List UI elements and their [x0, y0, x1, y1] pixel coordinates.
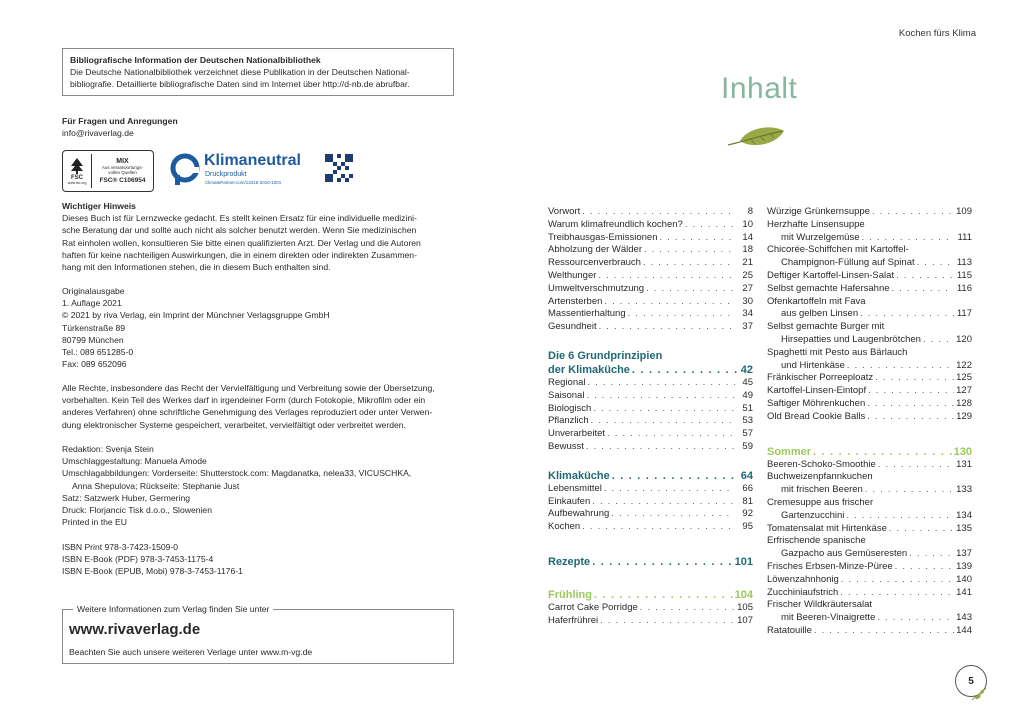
toc-entry-title: aus gelben Linsen: [781, 308, 859, 320]
toc-entry-page: 137: [956, 548, 972, 560]
toc-entry[interactable]: [548, 321, 753, 334]
toc-entry-page: 105: [737, 601, 753, 613]
dot-leader: [846, 510, 954, 523]
toc-section-title[interactable]: [548, 363, 753, 377]
toc-entry[interactable]: [548, 415, 753, 428]
toc-entry[interactable]: [767, 459, 972, 472]
dot-leader: [600, 615, 735, 628]
toc-entry[interactable]: [767, 244, 972, 257]
toc-entry-page: 115: [956, 269, 972, 281]
toc-section-title[interactable]: [548, 588, 753, 602]
hinweis-line: haften für keine nachteiligen Auswirkungen, die in einem direkten oder indirekten Zusammen-: [62, 249, 417, 260]
dot-leader: [646, 283, 735, 296]
toc-entry[interactable]: [548, 270, 753, 283]
dot-leader: [582, 521, 735, 534]
toc-entry-page: 34: [742, 308, 753, 320]
toc-entry[interactable]: [767, 347, 972, 360]
toc-entry[interactable]: [548, 508, 753, 521]
toc-entry[interactable]: [767, 334, 972, 347]
toc-entry[interactable]: [767, 599, 972, 612]
section-page: 104: [734, 588, 753, 601]
toc-entry[interactable]: [767, 270, 972, 283]
imprint-block: [62, 285, 457, 370]
toc-entry[interactable]: [548, 257, 753, 270]
toc-entry-page: 37: [742, 321, 753, 333]
toc-entry-title: Zucchiniaufstrich: [767, 586, 839, 598]
imprint-line: 80799 München: [62, 334, 124, 345]
toc-entry-page: 144: [956, 624, 972, 636]
toc-fruehling: [548, 602, 753, 628]
dot-leader: [644, 244, 735, 257]
imprint-line: Originalausgabe: [62, 286, 125, 296]
verlag-url[interactable]: www.rivaverlag.de: [69, 621, 201, 638]
toc-entry-title: Saftiger Möhrenkuchen: [767, 397, 866, 409]
toc-entry[interactable]: [548, 615, 753, 628]
klima-url: ClimatePartner.com/13415-2010-1001: [205, 180, 282, 185]
isbn-line: ISBN E-Book (PDF) 978-3-7453-1175-4: [62, 554, 214, 565]
toc-entry-title: Old Bread Cookie Balls: [767, 410, 866, 422]
fsc-sub: vollen Quellen: [108, 170, 137, 175]
toc-entry-page: 111: [957, 231, 972, 243]
toc-entry-title: Aufbewahrung: [548, 508, 610, 520]
toc-entry[interactable]: [548, 232, 753, 245]
dot-leader: [867, 398, 954, 411]
toc-entry[interactable]: [548, 390, 753, 403]
dot-leader: [611, 508, 735, 521]
toc-entry-title: Gazpacho aus Gemüseresten: [781, 548, 908, 560]
toc-entry-page: 27: [742, 282, 753, 294]
toc-entry-title: Vorwort: [548, 206, 581, 217]
toc-entry-title: Frischer Wildkräutersalat: [767, 599, 873, 611]
klimaneutral-logo: [170, 150, 320, 190]
contact-email[interactable]: info@rivaverlag.de: [62, 128, 134, 139]
imprint-line: © 2021 by riva Verlag, ein Imprint der Münchner Verlagsgruppe GmbH: [62, 310, 330, 321]
toc-entry-title: Selbst gemachte Burger mit: [767, 321, 885, 333]
section-label: Frühling: [548, 588, 592, 601]
toc-entry-title: und Hirtenkäse: [781, 359, 845, 371]
toc-entry[interactable]: [548, 219, 753, 232]
toc-entry[interactable]: [767, 398, 972, 411]
dot-leader: [877, 612, 954, 625]
toc-entry-page: 21: [742, 257, 753, 269]
dot-leader: [598, 270, 735, 283]
biblio-title: Bibliografische Information der Deutschen Nationalbibliothek: [70, 55, 321, 65]
dot-leader: [612, 469, 739, 483]
dot-leader: [875, 372, 954, 385]
dot-leader: [868, 385, 954, 398]
toc-entry-title: Champignon-Füllung auf Spinat: [781, 257, 915, 269]
dot-leader: [640, 602, 735, 615]
toc-entry-title: Kartoffel-Linsen-Eintopf: [767, 385, 867, 397]
toc-kueche: [548, 483, 753, 534]
dot-leader: [586, 441, 735, 454]
page-number: 5: [955, 665, 987, 697]
toc-entry-page: 113: [956, 257, 972, 269]
hinweis-line: Dieses Buch ist für Lernzwecke gedacht. Es stellt keinen Ersatz für eine individuelle medizini-: [62, 213, 417, 224]
toc-entry-title: Welthunger: [548, 269, 597, 281]
toc-entry[interactable]: [548, 496, 753, 509]
running-header: Kochen fürs Klima: [898, 28, 976, 39]
toc-entry[interactable]: [767, 308, 972, 321]
toc-entry-page: 140: [956, 573, 972, 585]
toc-entry-page: 49: [742, 389, 753, 401]
hinweis-title: Wichtiger Hinweis: [62, 201, 136, 211]
toc-entry[interactable]: [548, 521, 753, 534]
toc-entry[interactable]: [767, 612, 972, 625]
toc-entry-page: 122: [956, 359, 972, 371]
toc-entry-title: Selbst gemachte Hafersahne: [767, 282, 890, 294]
dot-leader: [592, 496, 735, 509]
dot-leader: [685, 219, 735, 232]
dot-leader: [862, 232, 955, 245]
toc-entry[interactable]: [767, 296, 972, 309]
toc-entry-title: Lebensmittel: [548, 482, 602, 494]
toc-entry-page: 125: [956, 372, 972, 384]
toc-entry-page: 117: [956, 308, 972, 320]
toc-entry-title: Carrot Cake Porridge: [548, 601, 638, 613]
toc-entry-page: 139: [956, 560, 972, 572]
toc-entry-title: Frisches Erbsen-Minze-Püree: [767, 560, 893, 572]
dot-leader: [592, 555, 732, 569]
toc-entry-page: 134: [956, 509, 972, 521]
section-page: 130: [953, 445, 972, 458]
toc-entry-title: Pflanzlich: [548, 415, 589, 427]
toc-grund: [548, 377, 753, 454]
toc-entry-title: Haferfrührei: [548, 614, 599, 626]
credits-line: Druck: Florjancic Tisk d.o.o., Slowenien: [62, 505, 212, 516]
hinweis-line: sche Beratung dar und sollte auch nicht als solcher benutzt werden. Wenn Sie medizinischen: [62, 225, 417, 236]
biblio-line: bibliografie. Detaillierte bibliografische Daten sind im Internet über http://d-nb.de abrufbar.: [70, 79, 410, 90]
toc-section-title[interactable]: [548, 349, 753, 363]
rights-line: vorbehalten. Kein Teil des Werkes darf in irgendeiner Form (durch Fotokopie, Mikrofilm oder ein: [62, 395, 426, 406]
toc-fruehling-cont: [767, 206, 972, 424]
toc-entry-page: 128: [956, 397, 972, 409]
toc-entry-title: Buchweizenpfannkuchen: [767, 471, 873, 483]
fsc-mix: MIX: [116, 158, 129, 165]
toc-entry-title: Umweltverschmutzung: [548, 282, 645, 294]
toc-entry-page: 66: [742, 482, 753, 494]
dot-leader: [896, 270, 954, 283]
fsc-sub: Aus verantwortungs-: [101, 165, 144, 170]
toc-entry[interactable]: [767, 257, 972, 270]
contact-title: Für Fragen und Anregungen: [62, 116, 178, 126]
toc-entry-page: 10: [742, 218, 753, 230]
dot-leader: [586, 390, 735, 403]
fsc-logo: [62, 150, 154, 192]
toc-entry[interactable]: [767, 321, 972, 334]
toc-column-2: [767, 206, 972, 638]
toc-entry[interactable]: [767, 385, 972, 398]
dot-leader: [889, 523, 954, 536]
toc-entry-page: 109: [956, 206, 972, 217]
toc-entry-page: 116: [956, 282, 972, 294]
toc-intro: [548, 206, 753, 334]
dot-leader: [593, 403, 735, 416]
toc-section-title[interactable]: [767, 445, 972, 459]
dot-leader: [847, 360, 954, 373]
dot-leader: [867, 411, 954, 424]
dot-leader: [878, 459, 954, 472]
toc-entry-page: 53: [742, 415, 753, 427]
toc-entry[interactable]: [548, 283, 753, 296]
dot-leader: [860, 308, 954, 321]
toc-entry[interactable]: [548, 377, 753, 390]
toc-entry[interactable]: [548, 308, 753, 321]
section-label: Rezepte: [548, 555, 591, 568]
toc-entry-title: Regional: [548, 376, 586, 388]
toc-entry[interactable]: [767, 510, 972, 523]
toc-entry[interactable]: [767, 360, 972, 373]
toc-entry[interactable]: [548, 602, 753, 615]
toc-column-1: [548, 206, 753, 628]
toc-entry-page: 45: [742, 376, 753, 388]
toc-entry-title: Warum klimafreundlich kochen?: [548, 218, 683, 230]
toc-entry-page: 127: [956, 385, 972, 397]
toc-entry-page: 25: [742, 269, 753, 281]
toc-entry-page: 107: [737, 614, 753, 626]
toc-entry-page: 95: [742, 521, 753, 533]
isbn-line: ISBN Print 978-3-7423-1509-0: [62, 542, 179, 552]
toc-entry[interactable]: [767, 535, 972, 548]
section-label: Sommer: [767, 445, 812, 458]
toc-entry-title: Ressourcenverbrauch: [548, 257, 641, 269]
toc-entry-title: Bewusst: [548, 440, 584, 452]
imprint-line: 1. Auflage 2021: [62, 298, 122, 309]
toc-entry[interactable]: [767, 471, 972, 484]
klima-sub: Druckprodukt: [205, 171, 247, 178]
toc-entry-page: 129: [956, 410, 972, 422]
toc-entry-title: Unverarbeitet: [548, 428, 606, 440]
toc-entry-title: Gesundheit: [548, 321, 597, 333]
toc-entry[interactable]: [767, 372, 972, 385]
isbn-line: ISBN E-Book (EPUB, Mobi) 978-3-7453-1176-1: [62, 566, 243, 577]
toc-entry-page: 59: [742, 440, 753, 452]
toc-entry[interactable]: [548, 244, 753, 257]
biblio-box: [62, 48, 454, 96]
toc-entry-title: Tomatensalat mit Hirtenkäse: [767, 522, 887, 534]
toc-entry[interactable]: [767, 206, 972, 219]
toc-entry[interactable]: [767, 283, 972, 296]
verlag-legend: Weitere Informationen zum Verlag finden Sie unter: [73, 603, 273, 615]
toc-entry-title: Beeren-Schoko-Smoothie: [767, 458, 876, 470]
section-page: 101: [734, 555, 753, 568]
dot-leader: [872, 206, 954, 219]
section-page: 42: [740, 363, 753, 376]
toc-entry-title: Löwenzahnhonig: [767, 573, 839, 585]
hinweis-block: [62, 200, 457, 273]
toc-entry-title: Cremesuppe aus frischer: [767, 496, 874, 508]
toc-entry-title: Erfrischende spanische: [767, 535, 866, 547]
toc-entry-page: 14: [742, 231, 753, 243]
toc-entry-page: 81: [742, 495, 753, 507]
toc-entry-page: 141: [956, 586, 972, 598]
qr-code-icon: [325, 154, 353, 182]
toc-entry[interactable]: [548, 206, 753, 219]
toc-entry[interactable]: [548, 483, 753, 496]
sprig-icon: [970, 686, 988, 702]
toc-entry-title: Spaghetti mit Pesto aus Bärlauch: [767, 346, 908, 358]
toc-entry[interactable]: [767, 574, 972, 587]
toc-entry-title: Chicorée-Schiffchen mit Kartoffel-: [767, 244, 909, 256]
dot-leader: [588, 377, 736, 390]
contact-block: [62, 115, 178, 139]
toc-entry-title: Artensterben: [548, 295, 603, 307]
toc-entry-page: 120: [956, 333, 972, 345]
toc-entry[interactable]: [548, 296, 753, 309]
toc-entry-title: Fränkischer Porreeploatz: [767, 372, 874, 384]
rights-line: dung elektronischer Systeme gespeichert, verarbeitet, vervielfältigt oder verbreitet werden.: [62, 419, 406, 430]
dot-leader: [814, 625, 954, 638]
dot-leader: [813, 445, 952, 459]
imprint-line: Türkenstraße 89: [62, 322, 126, 333]
toc-entry-title: Massentierhaltung: [548, 308, 626, 320]
dot-leader: [892, 283, 954, 296]
toc-entry-title: Einkaufen: [548, 495, 591, 507]
hinweis-line: Rat einholen wollen, konsultieren Sie bitte einen qualifizierten Arzt. Der Verlag und die Autoren: [62, 237, 421, 248]
toc-entry[interactable]: [767, 411, 972, 424]
imprint-line: Fax: 089 652096: [62, 359, 127, 370]
toc-entry[interactable]: [548, 403, 753, 416]
toc-entry-page: 133: [956, 484, 972, 496]
dot-leader: [923, 334, 954, 347]
toc-entry[interactable]: [767, 625, 972, 638]
credits-line: Printed in the EU: [62, 517, 127, 528]
dot-leader: [632, 363, 739, 377]
isbn-block: [62, 541, 462, 578]
toc-entry[interactable]: [548, 428, 753, 441]
dot-leader: [895, 561, 954, 574]
toc-entry[interactable]: [548, 441, 753, 454]
toc-entry-page: 92: [742, 508, 753, 520]
credits-line: Umschlagabbildungen: Vorderseite: Shutterstock.com: Magdanatka, nelea33, VICUSCHKA,: [62, 468, 412, 479]
dot-leader: [841, 574, 954, 587]
credits-line: Umschlaggestaltung: Manuela Amode: [62, 456, 207, 467]
rights-line: Alle Rechte, insbesondere das Recht der Vervielfältigung und Verbreitung sowie der Übersetzung,: [62, 383, 435, 393]
rights-line: anderes Verfahren) ohne schriftliche Genehmigung des Verlages reproduziert oder unter Verwen-: [62, 407, 433, 418]
section-label: der Klimaküche: [548, 363, 630, 376]
section-label: Die 6 Grundprinzipien: [548, 349, 663, 362]
toc-entry-title: Biologisch: [548, 402, 592, 414]
toc-entry[interactable]: [767, 561, 972, 574]
toc-entry[interactable]: [767, 548, 972, 561]
toc-entry-page: 8: [747, 206, 753, 217]
dot-leader: [659, 232, 735, 245]
toc-entry-page: 143: [956, 612, 972, 624]
dot-leader: [594, 588, 733, 602]
dot-leader: [628, 308, 735, 321]
dot-leader: [865, 484, 954, 497]
dot-leader: [909, 548, 954, 561]
toc-entry-page: 30: [742, 295, 753, 307]
toc-entry[interactable]: [767, 232, 972, 245]
fsc-mark: FSC: [71, 175, 83, 181]
toc-entry[interactable]: [767, 497, 972, 510]
toc-section-title[interactable]: [548, 469, 753, 483]
toc-entry-page: 131: [956, 458, 972, 470]
credits-line: Satz: Satzwerk Huber, Germering: [62, 492, 190, 503]
toc-entry[interactable]: [767, 484, 972, 497]
hinweis-line: hang mit den Informationen stehen, die in diesem Buch enthalten sind.: [62, 262, 331, 273]
dot-leader: [917, 257, 954, 270]
toc-entry[interactable]: [767, 587, 972, 600]
toc-entry-title: Gartenzucchini: [781, 509, 845, 521]
dot-leader: [607, 428, 735, 441]
dot-leader: [599, 321, 735, 334]
toc-entry-page: 51: [742, 402, 753, 414]
rights-block: [62, 382, 462, 431]
leaf-icon: [728, 125, 786, 151]
verlag-note: Beachten Sie auch unsere weiteren Verlage unter www.m-vg.de: [69, 647, 313, 657]
dot-leader: [604, 296, 735, 309]
fsc-code: FSC® C106954: [99, 177, 146, 184]
toc-entry[interactable]: [767, 523, 972, 536]
dot-leader: [591, 415, 735, 428]
toc-entry-title: mit Wurzelgemüse: [781, 231, 860, 243]
section-label: Klimaküche: [548, 469, 610, 482]
dot-leader: [582, 206, 735, 219]
fsc-tree-icon: [66, 154, 92, 188]
toc-entry-title: Treibhausgas-Emissionen: [548, 231, 658, 243]
imprint-line: Tel.: 089 651285-0: [62, 347, 134, 358]
biblio-line: Die Deutsche Nationalbibliothek verzeichnet diese Publikation in der Deutschen National-: [70, 67, 410, 78]
toc-entry-title: Deftiger Kartoffel-Linsen-Salat: [767, 269, 895, 281]
fsc-url: www.fsc.org: [67, 181, 87, 185]
toc-entry-title: Abholzung der Wälder: [548, 244, 642, 256]
toc-entry-title: Kochen: [548, 521, 581, 533]
toc-entry-page: 57: [742, 428, 753, 440]
toc-entry-title: Würzige Grünkernsuppe: [767, 206, 870, 217]
section-page: 64: [740, 469, 753, 482]
toc-entry-page: 135: [956, 522, 972, 534]
klima-title: Klimaneutral: [204, 152, 301, 169]
toc-entry-page: 18: [742, 244, 753, 256]
climate-partner-icon: [170, 153, 200, 185]
credits-block: [62, 443, 462, 528]
toc-entry-title: Ratatouille: [767, 624, 812, 636]
toc-entry[interactable]: [767, 219, 972, 232]
dot-leader: [643, 257, 735, 270]
toc-section-title[interactable]: [548, 555, 753, 569]
toc-sommer: [767, 459, 972, 638]
dot-leader: [840, 587, 954, 600]
toc-entry-title: mit Beeren-Vinaigrette: [781, 612, 876, 624]
dot-leader: [604, 483, 735, 496]
credits-line: Anna Shepulova; Rückseite: Stephanie Just: [72, 480, 240, 491]
credits-line: Redaktion: Svenja Stein: [62, 444, 154, 454]
toc-entry-title: Herzhafte Linsensuppe: [767, 218, 865, 230]
toc-entry-title: mit frischen Beeren: [781, 484, 863, 496]
toc-entry-title: Ofenkartoffeln mit Fava: [767, 295, 866, 307]
page-title: Inhalt: [721, 72, 798, 105]
toc-entry-title: Hirsepatties und Laugenbrötchen: [781, 333, 921, 345]
toc-entry-title: Saisonal: [548, 389, 585, 401]
